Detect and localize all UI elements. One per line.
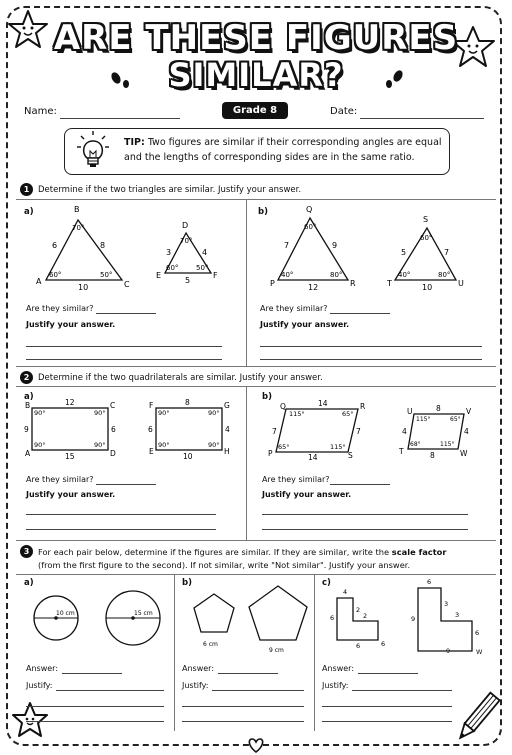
q3b-pentagons xyxy=(176,580,314,656)
q3-prompt-bold: scale factor xyxy=(391,547,447,557)
q1b-triangles xyxy=(250,200,494,296)
tip-text-1: Two figures are similar if their corresponding angles are equal xyxy=(147,137,442,148)
side-label: 10 xyxy=(78,283,89,292)
figure-label: P xyxy=(268,449,273,458)
name-label: Name: xyxy=(24,106,57,117)
figure-label: 9 cm xyxy=(269,647,284,654)
q3c-justify-line[interactable] xyxy=(322,721,452,722)
figure-label: 2 xyxy=(363,612,368,620)
figure-label: 8 xyxy=(185,398,190,407)
figure-label: 15 cm xyxy=(134,610,153,617)
side-label: 5 xyxy=(185,276,191,285)
question-number-1: 1 xyxy=(20,183,33,196)
figure-label: G xyxy=(224,401,230,410)
divider xyxy=(16,540,496,541)
figure-label: 10 cm xyxy=(56,610,75,617)
q2a-similar-label: Are they similar? xyxy=(26,475,94,484)
q1-prompt: Determine if the two triangles are similar. Justify your answer. xyxy=(38,185,302,195)
figure-label: A xyxy=(25,449,31,458)
q1b-justify-label: Justify your answer. xyxy=(260,320,350,329)
figure-label: 4 xyxy=(464,427,469,436)
figure-label: 6 xyxy=(356,642,361,650)
vertex-label: R xyxy=(350,279,356,288)
figure-label: 68° xyxy=(410,441,421,448)
figure-label: W xyxy=(460,449,468,458)
figure-label: 65° xyxy=(278,443,290,451)
tip-line1 xyxy=(124,137,442,148)
q2a-rectangles xyxy=(20,394,246,464)
figure-label: 115° xyxy=(416,416,431,423)
q3-prompt-line1 xyxy=(38,547,446,557)
q2b-justify-label: Justify your answer. xyxy=(262,490,352,499)
q2b-similar-label: Are they similar? xyxy=(262,475,330,484)
figure-label: 8 xyxy=(430,451,435,460)
q2a-similar-field[interactable] xyxy=(96,484,156,485)
side-label: 7 xyxy=(444,248,450,257)
name-field[interactable] xyxy=(60,118,180,119)
grade-badge: Grade 8 xyxy=(222,102,288,119)
angle-label: 70° xyxy=(180,237,193,245)
figure-label: 10 xyxy=(183,452,193,461)
figure-label: H xyxy=(224,447,230,456)
figure-label: S xyxy=(348,451,353,460)
divider xyxy=(174,575,175,731)
tip-line2: and the lengths of corresponding sides are in the same ratio. xyxy=(124,152,415,163)
angle-label: 40° xyxy=(281,271,294,279)
figure-label: 9 xyxy=(411,615,416,623)
heart-icon xyxy=(246,736,266,754)
figure-label: 7 xyxy=(356,427,361,436)
divider xyxy=(246,200,247,366)
tip-label: TIP: xyxy=(124,137,145,148)
worksheet-title-line1: ARE THESE FIGURES xyxy=(53,18,459,58)
angle-label: 70° xyxy=(72,224,85,232)
q1a-triangles xyxy=(20,200,246,296)
figure-label: 6 xyxy=(427,578,432,586)
figure-label: B xyxy=(25,401,31,410)
figure-label: 6 cm xyxy=(203,641,218,648)
q3a-justify-line[interactable] xyxy=(56,690,164,691)
figure-label: 12 xyxy=(65,398,75,407)
q1b-justify-line[interactable] xyxy=(260,346,482,347)
figure-label: 6 xyxy=(330,614,335,622)
angle-label: 60° xyxy=(304,223,317,231)
q3c-justify-label: Justify: xyxy=(322,681,349,690)
vertex-label: Q xyxy=(306,205,313,214)
figure-label: E xyxy=(149,447,154,456)
worksheet-title-line2: SIMILAR? xyxy=(168,56,344,94)
figure-label: 90° xyxy=(94,441,106,449)
figure-label: Q xyxy=(280,402,286,411)
vertex-label: P xyxy=(270,279,275,288)
q1a-similar-label: Are they similar? xyxy=(26,304,94,313)
divider xyxy=(16,386,496,387)
q3c-justify-line[interactable] xyxy=(322,706,452,707)
figure-label: 115° xyxy=(330,443,346,451)
q1b-label: b) xyxy=(258,207,268,217)
q3c-justify-line[interactable] xyxy=(352,690,452,691)
figure-label: 65° xyxy=(450,416,461,423)
figure-label: R xyxy=(360,402,366,411)
vertex-label: B xyxy=(74,205,80,214)
vertex-label: T xyxy=(387,279,392,288)
figure-label: U xyxy=(407,407,413,416)
figure-label: 65° xyxy=(342,410,354,418)
divider xyxy=(16,574,496,575)
q2-prompt: Determine if the two quadrilaterals are similar. Justify your answer. xyxy=(38,373,323,383)
figure-label: 4 xyxy=(225,425,230,434)
q2a-justify-line[interactable] xyxy=(26,514,216,515)
angle-label: 80° xyxy=(330,271,343,279)
figure-label: F xyxy=(149,401,154,410)
angle-label: 60° xyxy=(166,264,179,272)
q3a-justify-line[interactable] xyxy=(26,721,164,722)
figure-label: 3 xyxy=(455,611,460,619)
figure-label: 8 xyxy=(436,404,441,413)
figure-label: T xyxy=(399,447,404,456)
side-label: 6 xyxy=(52,241,58,250)
q3-prompt-line2: (from the first figure to the second). If not similar, write "Not similar". Justify your answer. xyxy=(38,560,411,570)
figure-label: D xyxy=(110,449,116,458)
q1b-similar-field[interactable] xyxy=(330,313,390,314)
figure-label: 115° xyxy=(289,410,305,418)
q2a-justify-label: Justify your answer. xyxy=(26,490,116,499)
q2b-label: b) xyxy=(262,392,272,402)
q3b-justify-line[interactable] xyxy=(212,690,304,691)
lightbulb-icon xyxy=(76,130,110,170)
question-number-2: 2 xyxy=(20,371,33,384)
date-label: Date: xyxy=(330,106,358,117)
q2b-similar-field[interactable] xyxy=(330,484,390,485)
figure-label: 2 xyxy=(356,606,361,614)
q3c-answer-label: Answer: xyxy=(322,664,355,673)
angle-label: 60° xyxy=(420,234,433,242)
side-label: 9 xyxy=(332,241,338,250)
q1a-similar-field[interactable] xyxy=(96,313,156,314)
q3b-justify-line[interactable] xyxy=(182,721,304,722)
vertex-label: D xyxy=(182,221,189,230)
side-label: 3 xyxy=(166,248,172,257)
figure-label: 14 xyxy=(308,453,318,462)
figure-label: 6 xyxy=(111,425,116,434)
q3c-answer-field[interactable] xyxy=(358,673,418,674)
vertex-label: A xyxy=(36,277,42,286)
q2b-parallelograms xyxy=(250,394,494,464)
figure-label: 6 xyxy=(381,640,386,648)
q3b-justify-line[interactable] xyxy=(182,706,304,707)
pencil-icon xyxy=(452,688,502,748)
angle-label: 50° xyxy=(100,271,113,279)
q2a-label: a) xyxy=(24,392,34,402)
figure-label: 90° xyxy=(34,441,46,449)
q3a-circles xyxy=(20,580,174,652)
figure-label: 14 xyxy=(318,399,328,408)
q3b-answer-label: Answer: xyxy=(182,664,215,673)
q2a-justify-line[interactable] xyxy=(26,529,216,530)
figure-label: 115° xyxy=(440,441,455,448)
figure-label: 90° xyxy=(34,409,46,417)
figure-label: 90° xyxy=(208,409,220,417)
q3a-answer-field[interactable] xyxy=(62,673,122,674)
q2b-justify-line[interactable] xyxy=(262,514,468,515)
q3b-label: b) xyxy=(182,578,192,588)
figure-label: 9 xyxy=(24,425,29,434)
side-label: 8 xyxy=(100,241,106,250)
figure-label: 15 xyxy=(65,452,75,461)
q1a-justify-line[interactable] xyxy=(26,346,222,347)
figure-label: 90° xyxy=(158,409,170,417)
q3-prompt-text: For each pair below, determine if the figures are similar. If they are similar, write the xyxy=(38,547,392,557)
q3a-label: a) xyxy=(24,578,34,588)
q1b-justify-line[interactable] xyxy=(260,359,482,360)
side-label: 4 xyxy=(202,248,208,257)
figure-label: 6 xyxy=(148,425,153,434)
q1a-label: a) xyxy=(24,207,34,217)
question-number-3: 3 xyxy=(20,545,33,558)
q3c-bottom-label-2: 9 xyxy=(446,647,451,655)
q3a-answer-label: Answer: xyxy=(26,664,59,673)
q1b-similar-label: Are they similar? xyxy=(260,304,328,313)
q3c-corner-label: W xyxy=(476,648,483,656)
figure-label: 90° xyxy=(158,441,170,449)
figure-label: 4 xyxy=(343,588,348,596)
angle-label: 60° xyxy=(49,271,62,279)
figure-label: C xyxy=(110,401,116,410)
q3b-answer-field[interactable] xyxy=(218,673,278,674)
vertex-label: E xyxy=(156,271,162,280)
figure-label: 3 xyxy=(444,600,449,608)
vertex-label: S xyxy=(423,215,429,224)
q3a-justify-label: Justify: xyxy=(26,681,53,690)
figure-label: 4 xyxy=(402,427,407,436)
divider xyxy=(16,366,496,367)
vertex-label: F xyxy=(213,271,218,280)
figure-label: 6 xyxy=(475,629,480,637)
q1a-justify-line[interactable] xyxy=(26,359,222,360)
angle-label: 80° xyxy=(438,271,451,279)
q3c-l-shapes xyxy=(316,576,494,658)
divider xyxy=(314,575,315,731)
q1a-justify-label: Justify your answer. xyxy=(26,320,116,329)
side-label: 5 xyxy=(401,248,407,257)
q2b-justify-line[interactable] xyxy=(262,529,468,530)
vertex-label: C xyxy=(124,280,130,289)
figure-label: 90° xyxy=(94,409,106,417)
side-label: 10 xyxy=(422,283,433,292)
q3a-justify-line[interactable] xyxy=(26,706,164,707)
figure-label: 7 xyxy=(272,427,277,436)
vertex-label: U xyxy=(458,279,464,288)
q3b-justify-label: Justify: xyxy=(182,681,209,690)
figure-label: 90° xyxy=(208,441,220,449)
divider xyxy=(246,387,247,540)
date-field[interactable] xyxy=(360,118,484,119)
side-label: 7 xyxy=(284,241,290,250)
figure-label: V xyxy=(466,407,472,416)
q3c-label: c) xyxy=(322,578,331,588)
angle-label: 50° xyxy=(196,264,209,272)
side-label: 12 xyxy=(308,283,319,292)
angle-label: 40° xyxy=(398,271,411,279)
